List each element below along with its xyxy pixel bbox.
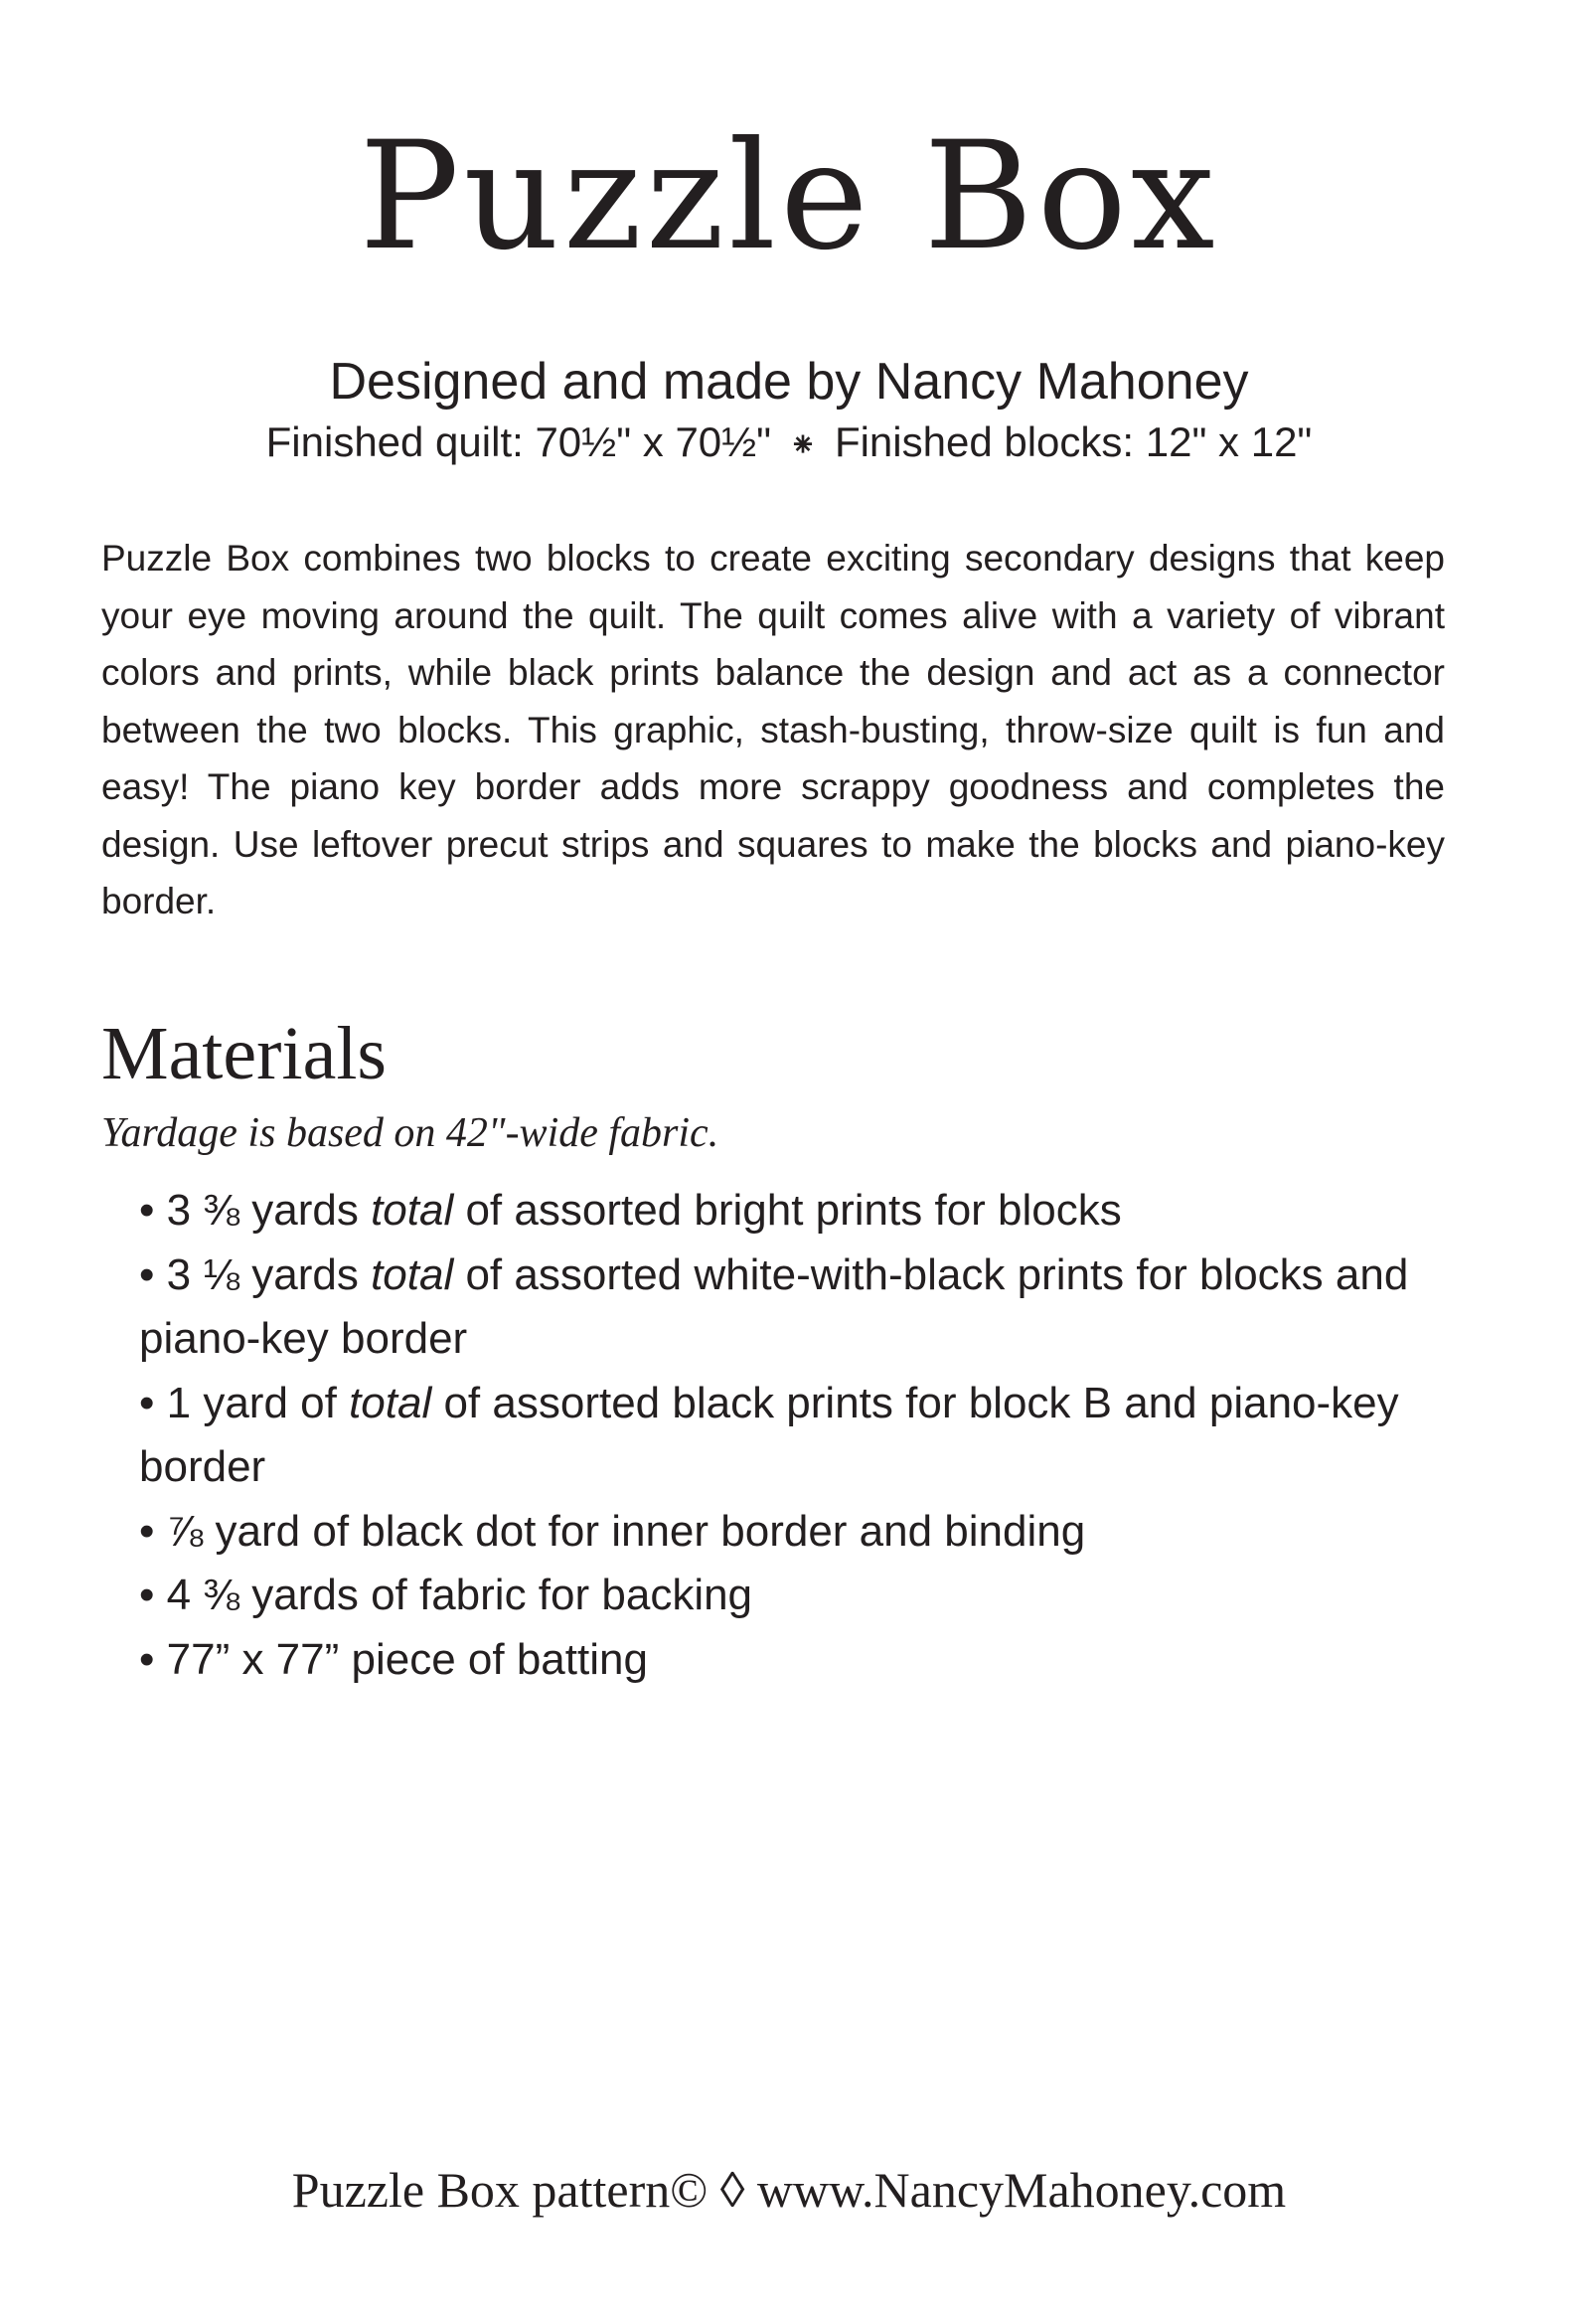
finished-sizes: [0, 415, 1578, 472]
finished-quilt-size: Finished quilt: 70½" x 70½": [265, 418, 772, 465]
page-title: Puzzle Box: [359, 110, 1219, 283]
materials-item: • 4 ⅜ yards of fabric for backing: [139, 1571, 753, 1619]
designer-byline: Designed and made by Nancy Mahoney: [329, 353, 1249, 411]
separator-asterisk-icon: ⁕: [788, 426, 818, 464]
finished-block-size: Finished blocks: 12" x 12": [834, 418, 1313, 465]
materials-item: • 3 ⅜ yards total of assorted bright prints for blocks: [139, 1186, 1122, 1235]
materials-item: • ⅞ yard of black dot for inner border and binding: [139, 1506, 1086, 1556]
materials-heading: Materials: [101, 1012, 388, 1095]
materials-item: • 3 ⅛ yards total of assorted white-with-black prints for blocks and piano-key border: [139, 1249, 1409, 1363]
materials-item: • 1 yard of total of assorted black prints for block B and piano-key border: [139, 1378, 1399, 1491]
yardage-note: Yardage is based on 42"-wide fabric.: [101, 1110, 719, 1156]
materials-list: [139, 1179, 1431, 1692]
intro-paragraph: Puzzle Box combines two blocks to create exciting secondary designs that keep your eye moving around the quilt. The quilt comes alive with a variety of vibrant colors and prints, while black prints balance the design and act as a connector between the two blocks. This graphic, stash-busting, throw-size quilt is fun and easy! The piano key border adds more scrappy goodness and completes the design. Use leftover precut strips and squares to make the blocks and piano-key border.: [101, 538, 1445, 921]
materials-item: • 77” x 77” piece of batting: [139, 1634, 648, 1684]
footer-copyright: Puzzle Box pattern© ◊ www.NancyMahoney.com: [291, 2162, 1287, 2218]
